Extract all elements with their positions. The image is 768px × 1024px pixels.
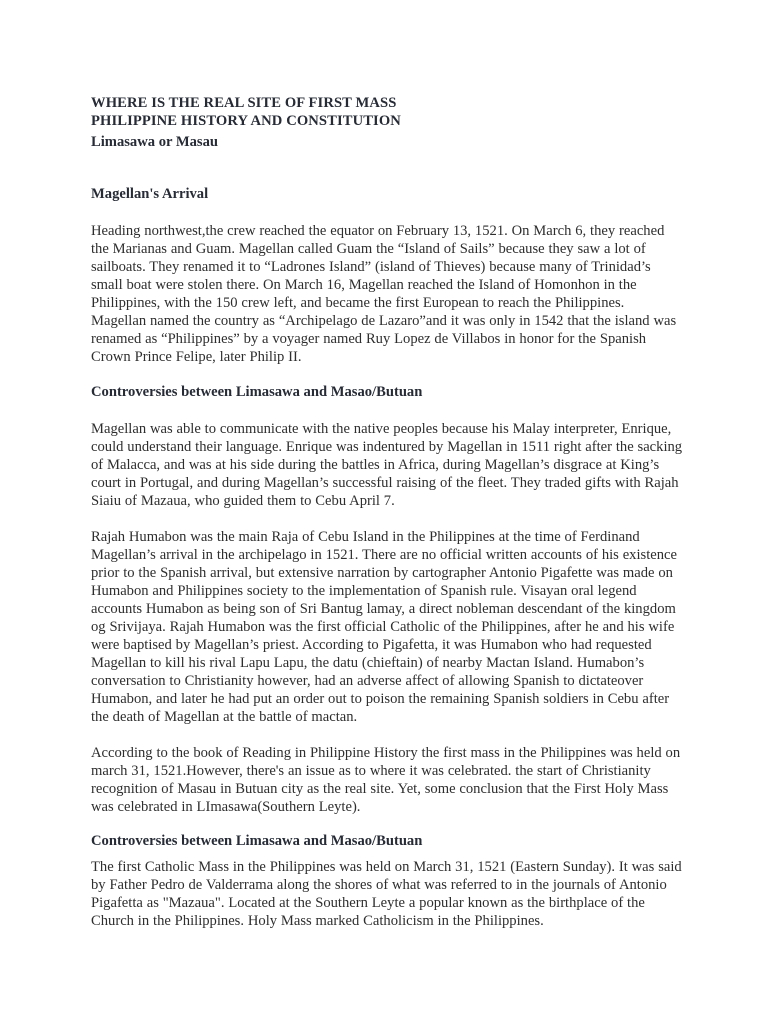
section-heading-magellans-arrival: Magellan's Arrival: [91, 186, 209, 202]
section-heading-controversies-1: Controversies between Limasawa and Masao/Butuan: [91, 384, 423, 400]
document-body: [91, 94, 683, 930]
document-title-line-1: WHERE IS THE REAL SITE OF FIRST MASS: [91, 95, 397, 111]
paragraph-first-catholic-mass: The first Catholic Mass in the Philippines was held on March 31, 1521 (Eastern Sunday). It was said by Father Pedro de Valderrama along the shores of what was referred to in the journals of Antonio Pigafetta as "Mazaua". Located at the Southern Leyte a popular known as the birthplace of the Church in the Philippines. Holy Mass marked Catholicism in the Philippines.: [91, 859, 682, 929]
section-heading-controversies-2: Controversies between Limasawa and Masao/Butuan: [91, 833, 423, 849]
paragraph-rajah-humabon: Rajah Humabon was the main Raja of Cebu Island in the Philippines at the time of Ferdinand Magellan’s arrival in the archipelago in 1521. There are no official written accounts of his existence prior to the Spanish arrival, but extensive narration by cartographer Antonio Pigafette was made on Humabon and Philippines society to the implementation of Spanish rule. Visayan oral legend accounts Humabon as being son of Sri Bantug lamay, a direct nobleman descendant of the kingdom og Srivijaya. Rajah Humabon was the first official Catholic of the Philippines, after he and his wife were baptised by Magellan’s priest. According to Pigafetta, it was Humabon who had requested Magellan to kill his rival Lapu Lapu, the datu (chieftain) of nearby Mactan Island. Humabon’s conversation to Christianity however, had an adverse affect of allowing Spanish to dictateover Humabon, and later he had put an order out to poison the remaining Spanish soldiers in Cebu after the death of Magellan at the battle of mactan.: [91, 529, 678, 725]
paragraph-enrique-interpreter: Magellan was able to communicate with the native peoples because his Malay interpreter, Enrique, could understand their language. Enrique was indentured by Magellan in 1511 right after the sacking of Malacca, and was at his side during the battles in Africa, during Magellan’s disgrace at King’s court in Portugal, and during Magellan’s successful raising of the fleet. They traded gifts with Rajah Siaiu of Mazaua, who guided them to Cebu April 7.: [91, 421, 683, 509]
paragraph-first-mass-issue: According to the book of Reading in Philippine History the first mass in the Philippines was held on march 31, 1521.However, there's an issue as to where it was celebrated. the start of Christianity recognition of Masau in Butuan city as the real site. Yet, some conclusion that the First Holy Mass was celebrated in LImasawa(Southern Leyte).: [91, 745, 681, 815]
paragraph-magellans-arrival: Heading northwest,the crew reached the equator on February 13, 1521. On March 6, they reached the Marianas and Guam. Magellan called Guam the “Island of Sails” because they saw a lot of sailboats. They renamed it to “Ladrones Island” (island of Thieves) because many of Trinidad’s small boat were stolen there. On March 16, Magellan reached the Island of Homonhon in the Philippines, with the 150 crew left, and became the first European to reach the Philippines. Magellan named the country as “Archipelago de Lazaro”and it was only in 1542 that the island was renamed as “Philippines” by a voyager named Ruy Lopez de Villabos in honor for the Spanish Crown Prince Felipe, later Philip II.: [91, 223, 677, 365]
document-title-line-2: PHILIPPINE HISTORY AND CONSTITUTION: [91, 113, 401, 129]
document-subtitle: Limasawa or Masau: [91, 134, 219, 150]
